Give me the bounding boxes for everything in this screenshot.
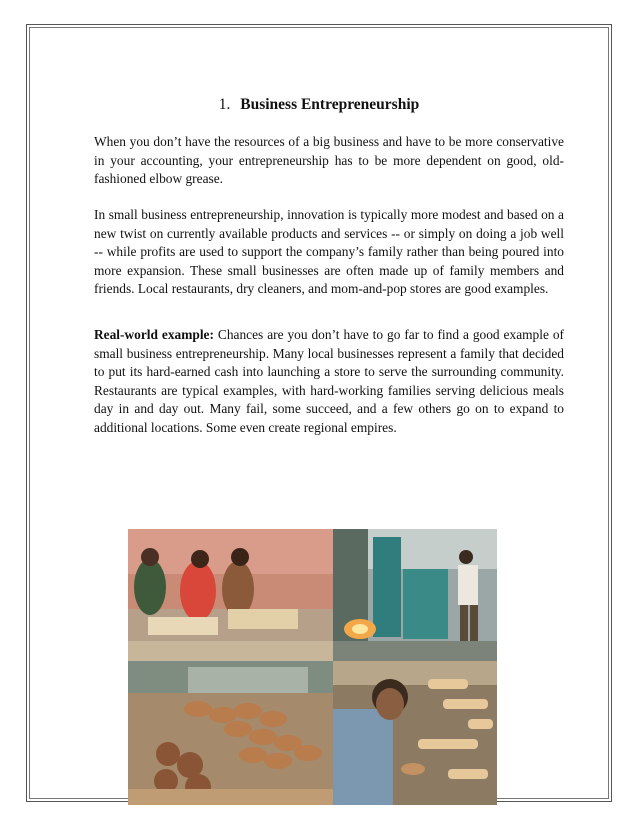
woodcarver-photo [333, 661, 497, 805]
paragraph-small-business: In small business entrepreneurship, innovation is typically more modest and based on a new twist on currently available products and services -- or simply on doing a job well -- while profits are used to support the company’s family rather than being poured into more expansion. These small businesses are often made up of family members and friends. Local restaurants, dry cleaners, and mom-and-pop stores are good examples. [94, 207, 564, 297]
women-crafting-photo [128, 529, 333, 661]
section-number: 1. [218, 96, 231, 113]
real-world-example-text: Chances are you don’t have to go far to find a good example of small business entrepreneurship. Many local businesses represent a family that decided to put its hard-earned cash into launching a store to serve the surrounding community. Restaurants are typical examples, with hard-working families serving delicious meals day in and day out. Many fail, some succeed, and a few others go on to expand to additional locations. Some even create regional empires. [94, 327, 565, 435]
machine-workshop-photo [333, 529, 497, 661]
paragraph-intro: When you don’t have the resources of a big business and have to be more conservative in your accounting, your entrepreneurship has to be more dependent on good, old-fashioned elbow grease. [94, 134, 564, 187]
section-heading [0, 96, 638, 114]
photo-collage-image [128, 529, 497, 805]
clay-pots-photo [128, 661, 333, 805]
real-world-example-label: Real-world example: [94, 327, 214, 342]
photo-collage [128, 529, 497, 805]
paragraph-real-world-example [94, 326, 564, 438]
section-title: Business Entrepreneurship [240, 96, 420, 113]
